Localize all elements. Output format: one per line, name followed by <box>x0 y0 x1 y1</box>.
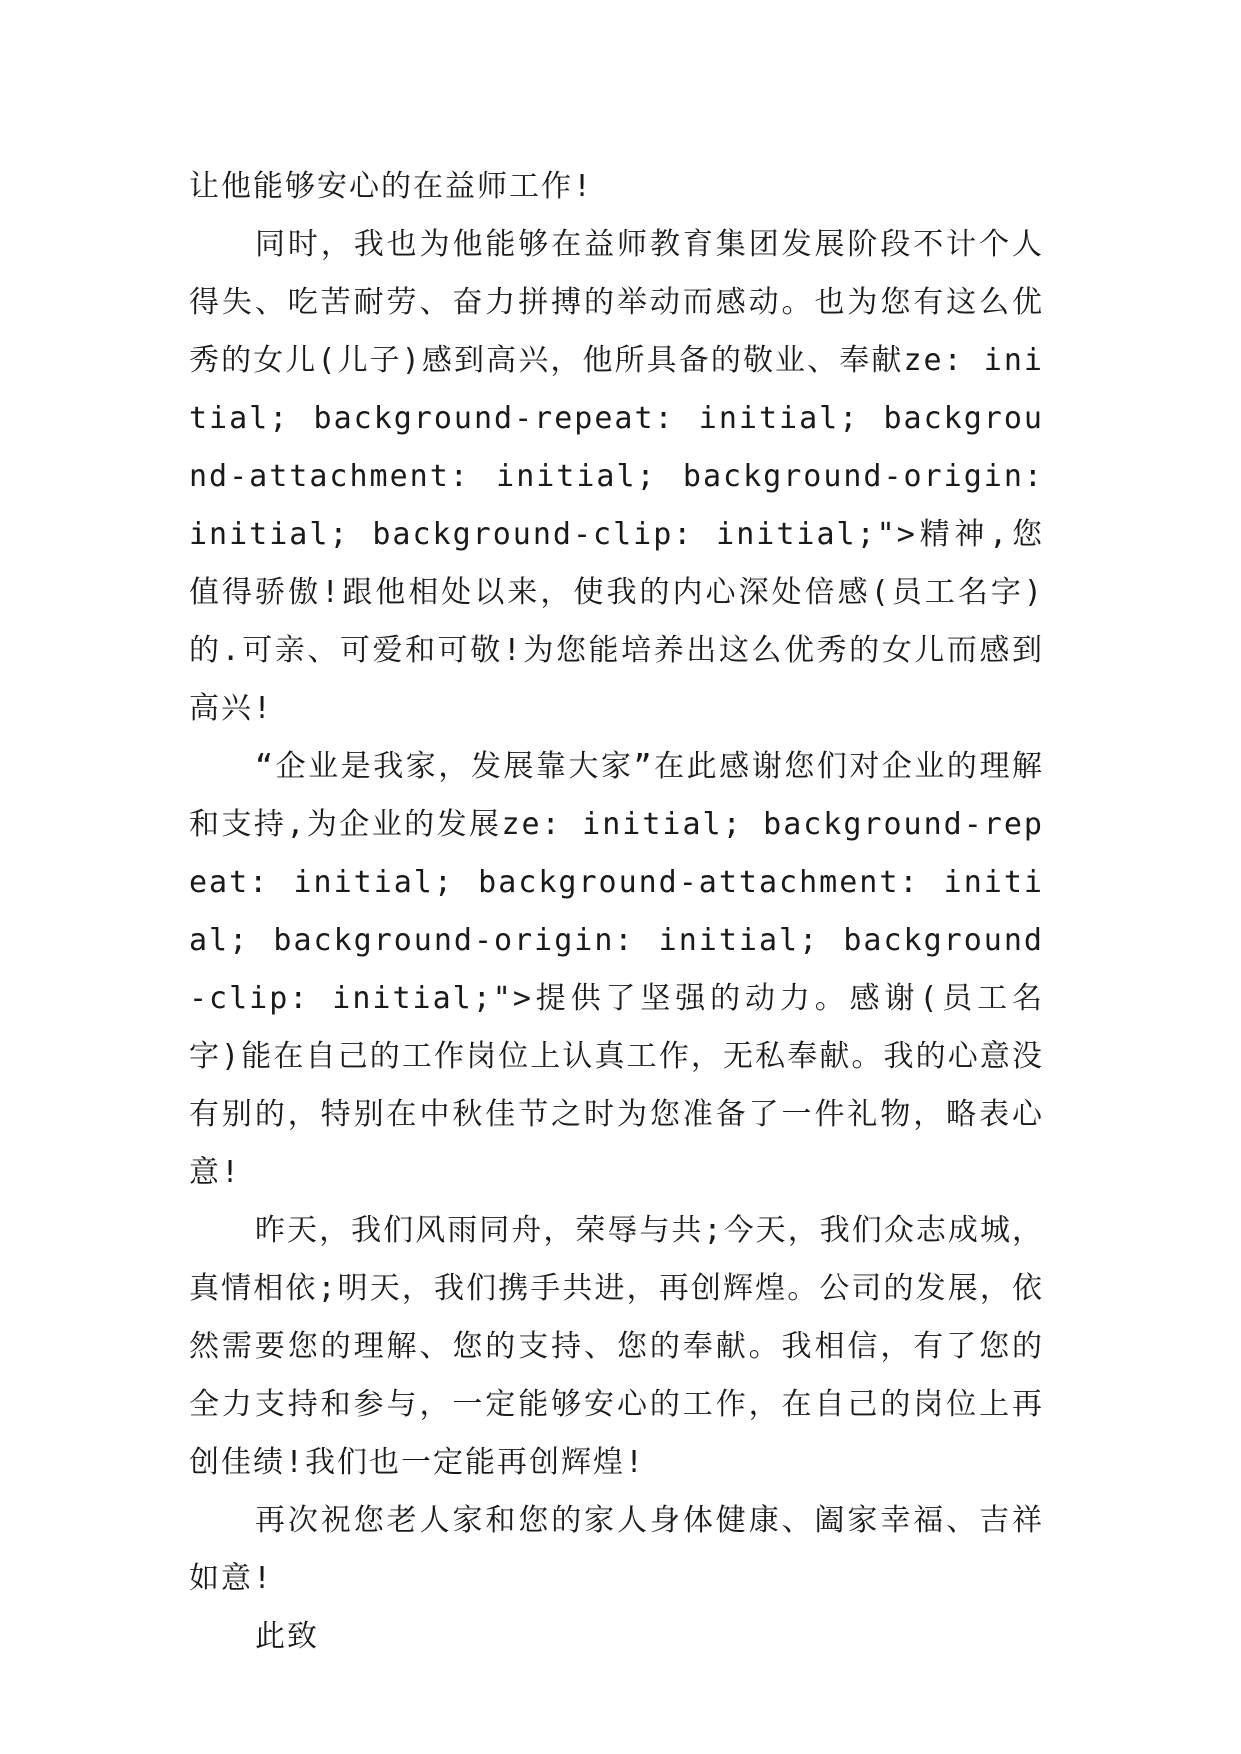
paragraph-future: 昨天，我们风雨同舟，荣辱与共;今天，我们众志成城，真情相依;明天，我们携手共进，再创辉煌。公司的发展，依然需要您的理解、您的支持、您的奉献。我相信，有了您的全力支持和参与，一定能够安心的工作，在自己的岗位上再创佳绩!我们也一定能再创辉煌! <box>189 1213 1044 1480</box>
paragraph-appreciation: 同时，我也为他能够在益师教育集团发展阶段不计个人得失、吃苦耐劳、奋力拼搏的举动而感动。也为您有这么优秀的女儿(儿子)感到高兴，他所具备的敬业、奉献ze: initial; background-repeat: initial; background-attachment: initial; background-origin: initial; background-clip: initial;">精神,您值得骄傲!跟他相处以来，使我的内心深处倍感(员工名字)的.可亲、可爱和可敬!为您能培养出这么优秀的女儿而感到高兴! <box>189 227 1044 726</box>
paragraph-company-thanks: “企业是我家，发展靠大家”在此感谢您们对企业的理解和支持,为企业的发展ze: initial; background-repeat: initial; background-attachment: initial; background-origin: initial; background-clip: initial;">提供了坚强的动力。感谢(员工名字)能在自己的工作岗位上认真工作，无私奉献。我的心意没有别的，特别在中秋佳节之时为您准备了一件礼物，略表心意! <box>189 749 1044 1190</box>
paragraph-continuation: 让他能够安心的在益师工作! <box>189 169 594 204</box>
paragraph-wishes: 再次祝您老人家和您的家人身体健康、阖家幸福、吉祥如意! <box>189 1503 1044 1596</box>
letter-body <box>189 158 1044 1666</box>
paragraph-closing: 此致 <box>255 1619 319 1654</box>
